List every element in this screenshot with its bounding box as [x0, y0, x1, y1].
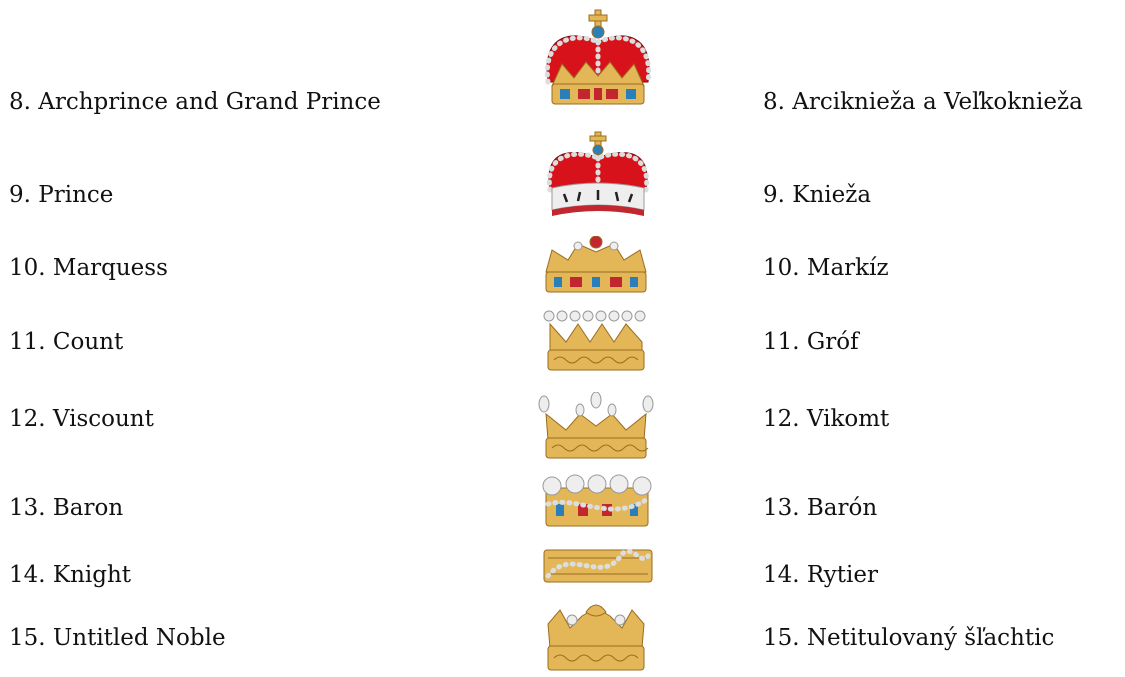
- label-sk-viscount: 12. Vikomt: [763, 406, 890, 432]
- label-sk-marquess: 10. Markíz: [763, 255, 889, 281]
- label-sk-knight: 14. Rytier: [763, 562, 878, 588]
- label-en-prince: 9. Prince: [9, 182, 114, 208]
- label-en-marquess: 10. Marquess: [9, 255, 168, 281]
- label-sk-baron: 13. Barón: [763, 495, 878, 521]
- label-sk-untitled-noble: 15. Netitulovaný šľachtic: [763, 625, 1055, 651]
- label-en-untitled-noble: 15. Untitled Noble: [9, 625, 226, 651]
- label-en-count: 11. Count: [9, 329, 124, 355]
- label-en-baron: 13. Baron: [9, 495, 124, 521]
- label-en-viscount: 12. Viscount: [9, 406, 154, 432]
- archprince-crown-icon: [536, 8, 660, 110]
- marquess-coronet-icon: [538, 236, 654, 296]
- label-sk-archprince: 8. Arcikniežа a Veľkoknieža: [763, 89, 1083, 115]
- count-coronet-icon: [540, 308, 652, 374]
- label-sk-count: 11. Gróf: [763, 329, 859, 355]
- untitled-noble-coronet-icon: [536, 598, 656, 674]
- label-en-knight: 14. Knight: [9, 562, 132, 588]
- baron-coronet-icon: [540, 474, 654, 530]
- prince-crown-icon: [540, 130, 656, 222]
- label-sk-prince: 9. Knieža: [763, 182, 872, 208]
- viscount-coronet-icon: [536, 392, 656, 462]
- knight-coronet-icon: [542, 546, 654, 586]
- label-en-archprince: 8. Archprince and Grand Prince: [9, 89, 381, 115]
